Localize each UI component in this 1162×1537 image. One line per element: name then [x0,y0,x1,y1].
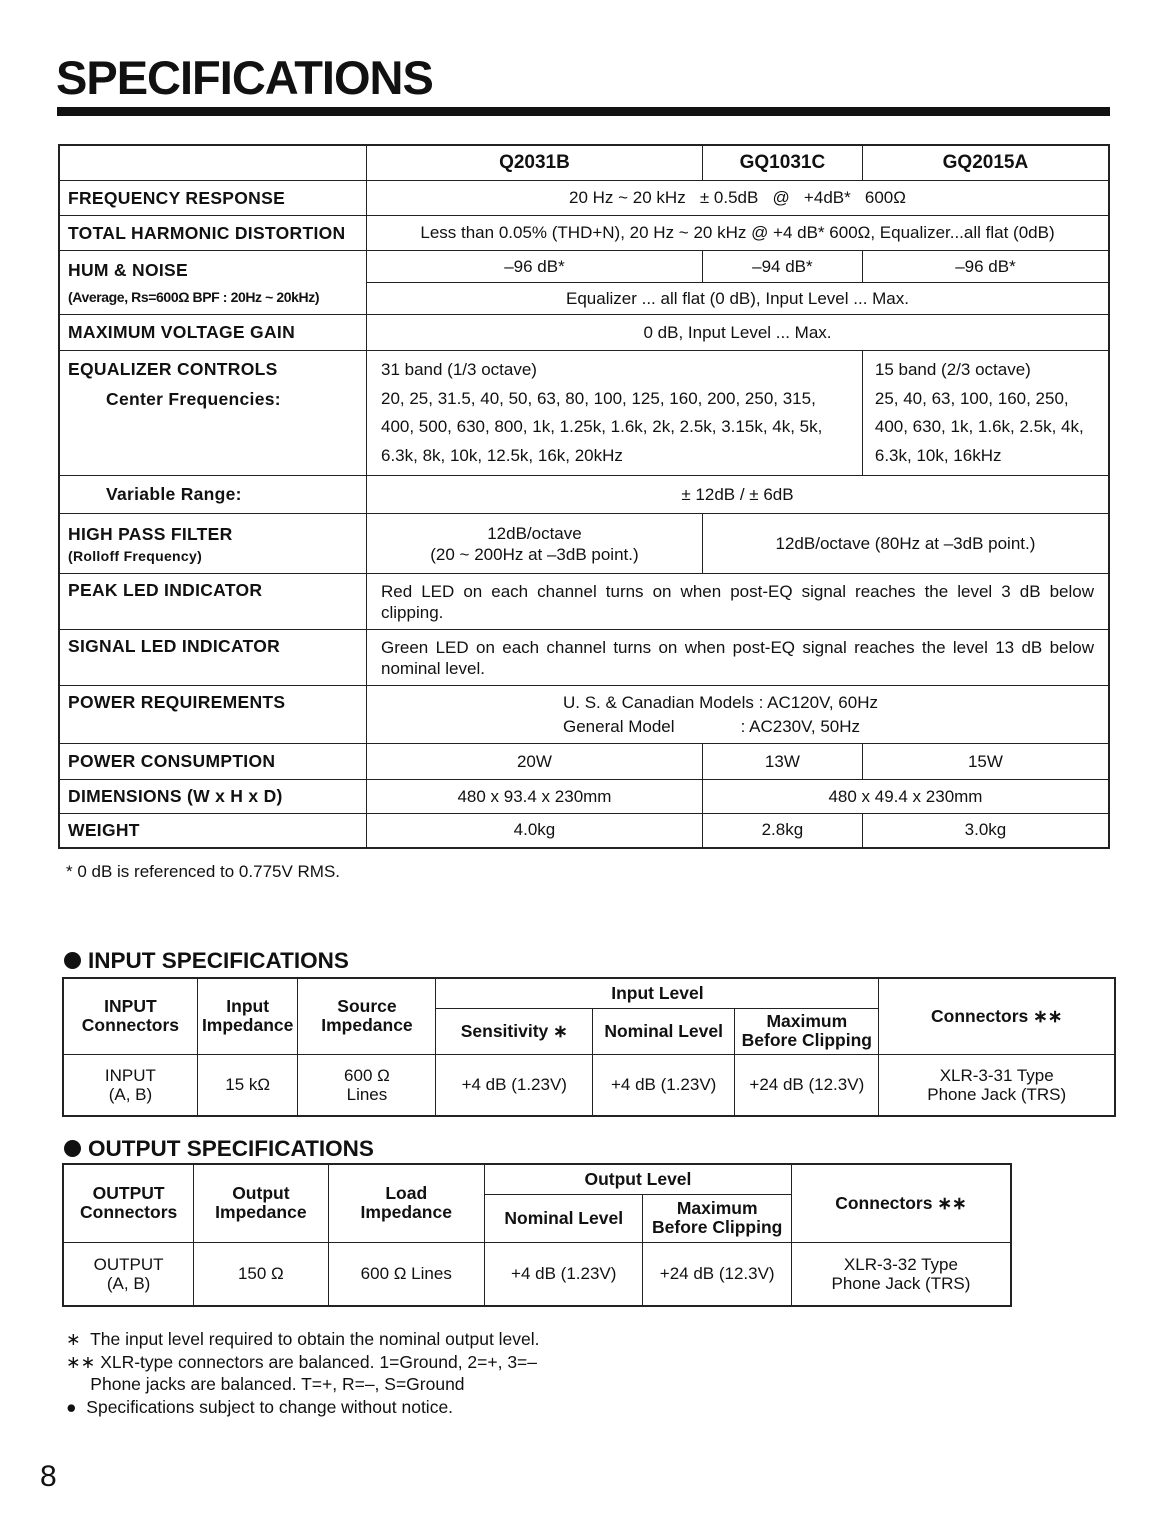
h-input-impedance-2: Impedance [201,1015,294,1036]
eq-center-label: Center Frequencies: [106,389,281,409]
hpf-q2031b-line2: (20 ~ 200Hz at –3dB point.) [430,544,639,564]
h-output-impedance-2: Impedance [215,1202,307,1223]
table-row [59,514,1109,574]
model-gq1031c: GQ1031C [702,145,862,181]
table-row [59,476,1109,514]
page-title: SPECIFICATIONS [56,51,433,104]
table-row [59,574,1109,630]
h-out-nominal: Nominal Level [484,1194,643,1242]
dim-label: DIMENSIONS (W x H x D) [59,780,367,814]
out-connector-2: (A, B) [106,1273,151,1293]
in-max: +24 dB (12.3V) [735,1054,879,1116]
h-nominal: Nominal Level [593,1008,735,1054]
peak-value: Red LED on each channel turns on when post-EQ signal reaches the level 3 dB below clipping. [367,574,1110,630]
output-spec-table [62,1163,1012,1307]
table-header-row [63,978,1115,1008]
eq15-line: 6.3k, 10k, 16kHz [874,445,1002,465]
notes [66,1328,540,1418]
consumption-gq2015a: 15W [862,744,1109,780]
in-impedance: 15 kΩ [197,1054,298,1116]
weight-gq1031c: 2.8kg [702,814,862,848]
eq15-line: 400, 630, 1k, 1.6k, 2.5k, 4k, [874,417,1084,436]
h-max-2: Before Clipping [741,1030,872,1050]
h-input-connectors-2: Connectors [81,1015,180,1036]
hum-sub: (Average, Rs=600Ω BPF : 20Hz ~ 20kHz) [68,289,320,305]
bullet-icon [64,1140,81,1157]
h-output-connectors: OUTPUT [92,1183,165,1204]
hum-gq1031c: –94 dB* [702,251,862,283]
table-row [63,1242,1011,1306]
weight-q2031b: 4.0kg [367,814,703,848]
in-connector: INPUT [104,1065,156,1085]
signal-value: Green LED on each channel turns on when post-EQ signal reaches the level 13 dB below nominal level. [367,630,1110,686]
in-connector-2: (A, B) [108,1084,153,1104]
note-line: ● Specifications subject to change without notice. [66,1396,454,1417]
model-q2031b: Q2031B [367,145,703,181]
out-conn: XLR-3-32 Type [843,1254,958,1274]
note-line: ∗∗ XLR-type connectors are balanced. 1=Ground, 2=+, 3=– [66,1351,538,1372]
table-row [59,686,1109,744]
h-input-level: Input Level [436,978,879,1008]
table-row [59,814,1109,848]
h-output-level: Output Level [484,1164,791,1194]
eq31-line: 6.3k, 8k, 10k, 12.5k, 16k, 20kHz [381,445,623,465]
in-conn-2: Phone Jack (TRS) [927,1084,1067,1104]
thd-value: Less than 0.05% (THD+N), 20 Hz ~ 20 kHz @ +4 dB* 600Ω, Equalizer...all flat (0dB) [367,216,1110,251]
power-req-line2: General Model : AC230V, 50Hz [563,716,861,736]
out-load: 600 Ω Lines [328,1242,484,1306]
specifications-table [58,144,1110,849]
peak-label: PEAK LED INDICATOR [59,574,367,630]
page-number: 8 [40,1460,57,1493]
hum-note: Equalizer ... all flat (0 dB), Input Level ... Max. [367,283,1110,315]
table-header-row [59,145,1109,181]
freq-value: 20 Hz ~ 20 kHz ± 0.5dB @ +4dB* 600Ω [367,181,1110,216]
h-max: Maximum [766,1011,848,1031]
input-spec-table [62,977,1116,1117]
table-row [63,1054,1115,1116]
range-value: ± 12dB / ± 6dB [367,476,1110,514]
gain-label: MAXIMUM VOLTAGE GAIN [59,315,367,351]
power-req-label: POWER REQUIREMENTS [59,686,367,744]
in-source: 600 Ω [344,1065,390,1085]
h-source-impedance-2: Impedance [321,1015,413,1036]
hpf-other: 12dB/octave (80Hz at –3dB point.) [702,514,1109,574]
h-input-conn: Connectors ∗∗ [879,978,1115,1054]
output-section-heading [64,1136,374,1162]
input-section-heading [64,948,349,974]
note-line: Phone jacks are balanced. T=+, R=–, S=Ground [66,1374,465,1394]
title-rule [57,107,1110,116]
table-row [59,630,1109,686]
note-line: ∗ The input level required to obtain the nominal output level. [66,1329,540,1349]
h-output-impedance: Output [232,1183,290,1204]
dim-q2031b: 480 x 93.4 x 230mm [367,780,703,814]
eq15-line: 15 band (2/3 octave) [874,360,1031,379]
eq31-line: 31 band (1/3 octave) [381,360,537,379]
model-gq2015a: GQ2015A [862,145,1109,181]
eq31-line: 400, 500, 630, 800, 1k, 1.25k, 1.6k, 2k, 2.5k, 3.15k, 4k, 5k, [381,417,823,436]
h-output-connectors-2: Connectors [80,1202,178,1223]
in-conn: XLR-3-31 Type [939,1065,1054,1085]
hpf-q2031b-line1: 12dB/octave [487,523,582,543]
weight-gq2015a: 3.0kg [862,814,1109,848]
out-impedance: 150 Ω [194,1242,328,1306]
h-input-connectors: INPUT [104,996,157,1017]
h-output-conn: Connectors ∗∗ [791,1164,1011,1242]
hpf-sub: (Rolloff Frequency) [68,547,203,564]
table-row [59,744,1109,780]
eq31-line: 20, 25, 31.5, 40, 50, 63, 80, 100, 125, 160, 200, 250, 315, [381,388,816,408]
out-conn-2: Phone Jack (TRS) [831,1273,971,1293]
h-out-max: Maximum [676,1198,758,1218]
input-section-title: INPUT SPECIFICATIONS [88,948,349,973]
table-row [59,315,1109,351]
hum-label: HUM & NOISE [68,260,188,280]
in-source-2: Lines [346,1084,388,1104]
power-req-line1: U. S. & Canadian Models : AC120V, 60Hz [563,692,878,712]
h-load-impedance: Load [385,1183,428,1204]
h-source-impedance: Source [337,996,397,1017]
reference-footnote: * 0 dB is referenced to 0.775V RMS. [66,862,341,881]
hum-q2031b: –96 dB* [367,251,703,283]
table-row [59,216,1109,251]
bullet-icon [64,952,81,969]
signal-label: SIGNAL LED INDICATOR [59,630,367,686]
consumption-label: POWER CONSUMPTION [59,744,367,780]
hpf-label: HIGH PASS FILTER [68,523,233,544]
in-nominal: +4 dB (1.23V) [593,1054,735,1116]
table-row [59,780,1109,814]
hum-gq2015a: –96 dB* [862,251,1109,283]
header-blank [59,145,367,181]
eq15-line: 25, 40, 63, 100, 160, 250, [874,388,1069,408]
out-connector: OUTPUT [93,1254,164,1274]
h-sensitivity: Sensitivity ∗ [436,1008,593,1054]
gain-value: 0 dB, Input Level ... Max. [367,315,1110,351]
eq-label: EQUALIZER CONTROLS [68,359,278,379]
consumption-gq1031c: 13W [702,744,862,780]
range-label: Variable Range: [106,484,242,504]
table-header-row [63,1164,1011,1194]
out-max: +24 dB (12.3V) [643,1242,791,1306]
h-input-impedance: Input [226,996,270,1017]
table-row [59,351,1109,476]
thd-label: TOTAL HARMONIC DISTORTION [59,216,367,251]
out-nominal: +4 dB (1.23V) [484,1242,643,1306]
h-out-max-2: Before Clipping [652,1217,783,1237]
output-section-title: OUTPUT SPECIFICATIONS [88,1136,374,1161]
weight-label: WEIGHT [59,814,367,848]
consumption-q2031b: 20W [367,744,703,780]
table-row [59,181,1109,216]
table-row [59,251,1109,283]
dim-other: 480 x 49.4 x 230mm [702,780,1109,814]
in-sensitivity: +4 dB (1.23V) [436,1054,593,1116]
freq-label: FREQUENCY RESPONSE [59,181,367,216]
h-load-impedance-2: Impedance [360,1202,452,1223]
